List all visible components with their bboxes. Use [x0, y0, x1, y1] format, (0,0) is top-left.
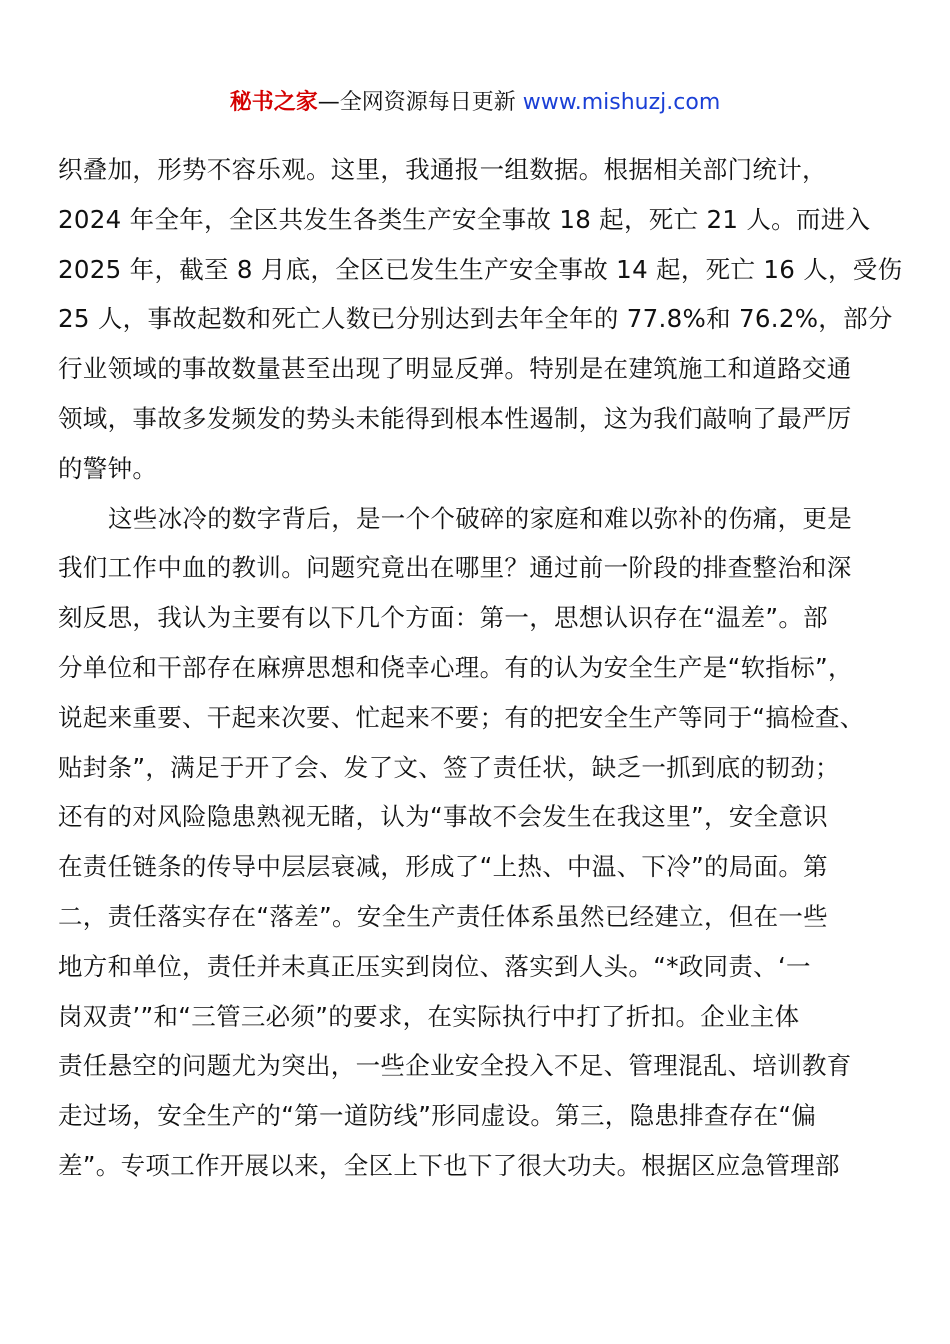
text-line: 走过场，安全生产的“第一道防线”形同虚设。第三，隐患排查存在“偏 — [58, 1101, 817, 1131]
text-line: 2024 年全年，全区共发生各类生产安全事故 18 起，死亡 21 人。而进入 — [58, 204, 871, 234]
text-line: 责任悬空的问题尤为突出，一些企业安全投入不足、管理混乱、培训教育 — [58, 1051, 852, 1081]
paragraph-first-line: 这些冰冷的数字背后，是一个个破碎的家庭和难以弥补的伤痛，更是 — [108, 503, 852, 533]
text-line: 贴封条”，满足于开了会、发了文、签了责任状，缺乏一抓到底的韧劲； — [58, 752, 840, 782]
text-line: 在责任链条的传导中层层衰减，形成了“上热、中温、下冷”的局面。第 — [58, 852, 828, 882]
text-line: 织叠加，形势不容乐观。这里，我通报一组数据。根据相关部门统计， — [58, 155, 827, 184]
text-line: 说起来重要、干起来次要、忙起来不要；有的把安全生产等同于“搞检查、 — [58, 702, 865, 732]
text-line: 行业领域的事故数量甚至出现了明显反弹。特别是在建筑施工和道路交通 — [58, 354, 852, 384]
website-link[interactable]: www.mishuzj.com — [522, 90, 721, 115]
text-line: 还有的对风险隐患熟视无睹，认为“事故不会发生在我这里”，安全意识 — [58, 802, 828, 832]
text-line: 差”。专项工作开展以来，全区上下也下了很大功夫。根据区应急管理部 — [58, 1150, 840, 1180]
text-line: 的警钟。 — [58, 453, 158, 483]
text-line: 2025 年，截至 8 月底，全区已发生生产安全事故 14 起，死亡 16 人，受伤 — [58, 254, 903, 284]
text-line: 25 人，事故起数和死亡人数已分别达到去年全年的 77.8%和 76.2%，部分 — [58, 304, 893, 334]
document-body — [58, 145, 903, 1191]
text-line: 岗双责’”和“三管三必须”的要求，在实际执行中打了折扣。企业主体 — [58, 1001, 800, 1031]
header-tagline: —全网资源每日更新 — [317, 90, 523, 115]
brand-name: 秘书之家 — [229, 90, 318, 115]
text-line: 刻反思，我认为主要有以下几个方面：第一，思想认识存在“温差”。部 — [58, 603, 828, 633]
page-header — [0, 88, 950, 118]
text-line: 地方和单位，责任并未真正压实到岗位、落实到人头。“*政同责、‘一 — [58, 951, 811, 981]
text-line: 分单位和干部存在麻痹思想和侥幸心理。有的认为安全生产是“软指标”， — [58, 652, 853, 682]
text-line: 二，责任落实存在“落差”。安全生产责任体系虽然已经建立，但在一些 — [58, 901, 828, 931]
text-line: 领域，事故多发频发的势头未能得到根本性遏制，这为我们敲响了最严厉 — [58, 403, 852, 433]
text-line: 我们工作中血的教训。问题究竟出在哪里？通过前一阶段的排查整治和深 — [58, 553, 852, 583]
